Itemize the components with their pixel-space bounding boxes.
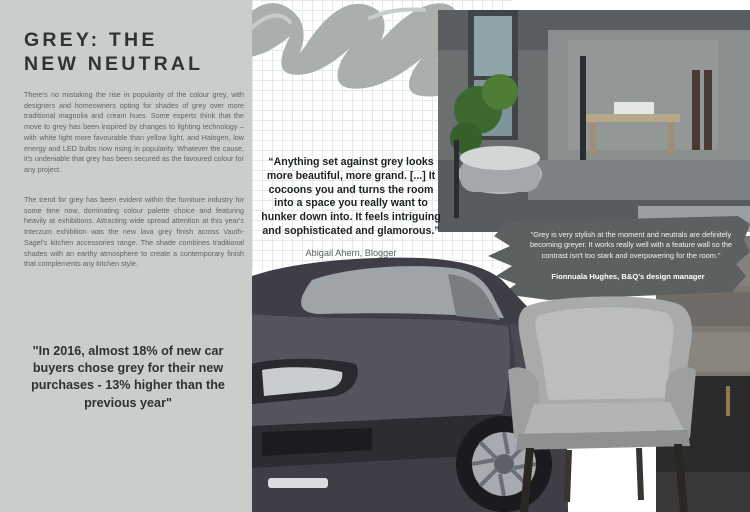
ahern-attribution: Abigail Ahern, Blogger xyxy=(305,248,397,258)
bathroom-photo xyxy=(438,10,750,232)
image-collage xyxy=(252,0,750,512)
headline-line-1: GREY: THE xyxy=(24,29,158,51)
headline-line-2: NEW NEUTRAL xyxy=(24,53,204,75)
ahern-quote: “Anything set against grey looks more beautiful, more grand. [...] It cocoons you and turns the room into a space you really want to hunker down into. It feels intriguing and sophisticated and glamorous.” xyxy=(261,156,441,237)
headline xyxy=(24,28,244,76)
grey-armchair-photo xyxy=(504,288,700,512)
hughes-quote: “Grey is very stylish at the moment and neutrals are definitely becoming greyer. It works really well with a feature wall so the contrast isn't too stark and overpowering for the room.” xyxy=(529,230,733,260)
car-stat-quote: "In 2016, almost 18% of new car buyers chose grey for their new purchases - 13% higher than the previous year" xyxy=(31,344,225,410)
body-paragraph-1: There's no mistaking the rise in popularity of the colour grey, with designers and homeowners opting for shades of grey over more traditional magnolia and cream hues. Some experts think that the move to grey has been inspired by changes to lighting technology – with white light more favourable than yellow light, and Halogen, low energy and LED bulbs now rising in popularity. Whatever the cause, it's undeniable that grey has been secured as the favoured colour for any project. xyxy=(24,90,244,174)
hughes-attribution: Fionnuala Hughes, B&Q's design manager xyxy=(551,272,705,281)
article-panel xyxy=(0,0,252,512)
body-paragraph-2: The trend for grey has been evident within the furniture industry for some time now, dominating colour palette choice and featuring heavily at exhibitions. Attracting wide spread attention at this year's Interzum exhibition was the new lava grey finish across Vauth-Sagel's kitchen accessories range. The shade combines traditional shades with an earthy atmosphere to create a contemporary finish that complements any kitchen style. xyxy=(24,195,244,269)
